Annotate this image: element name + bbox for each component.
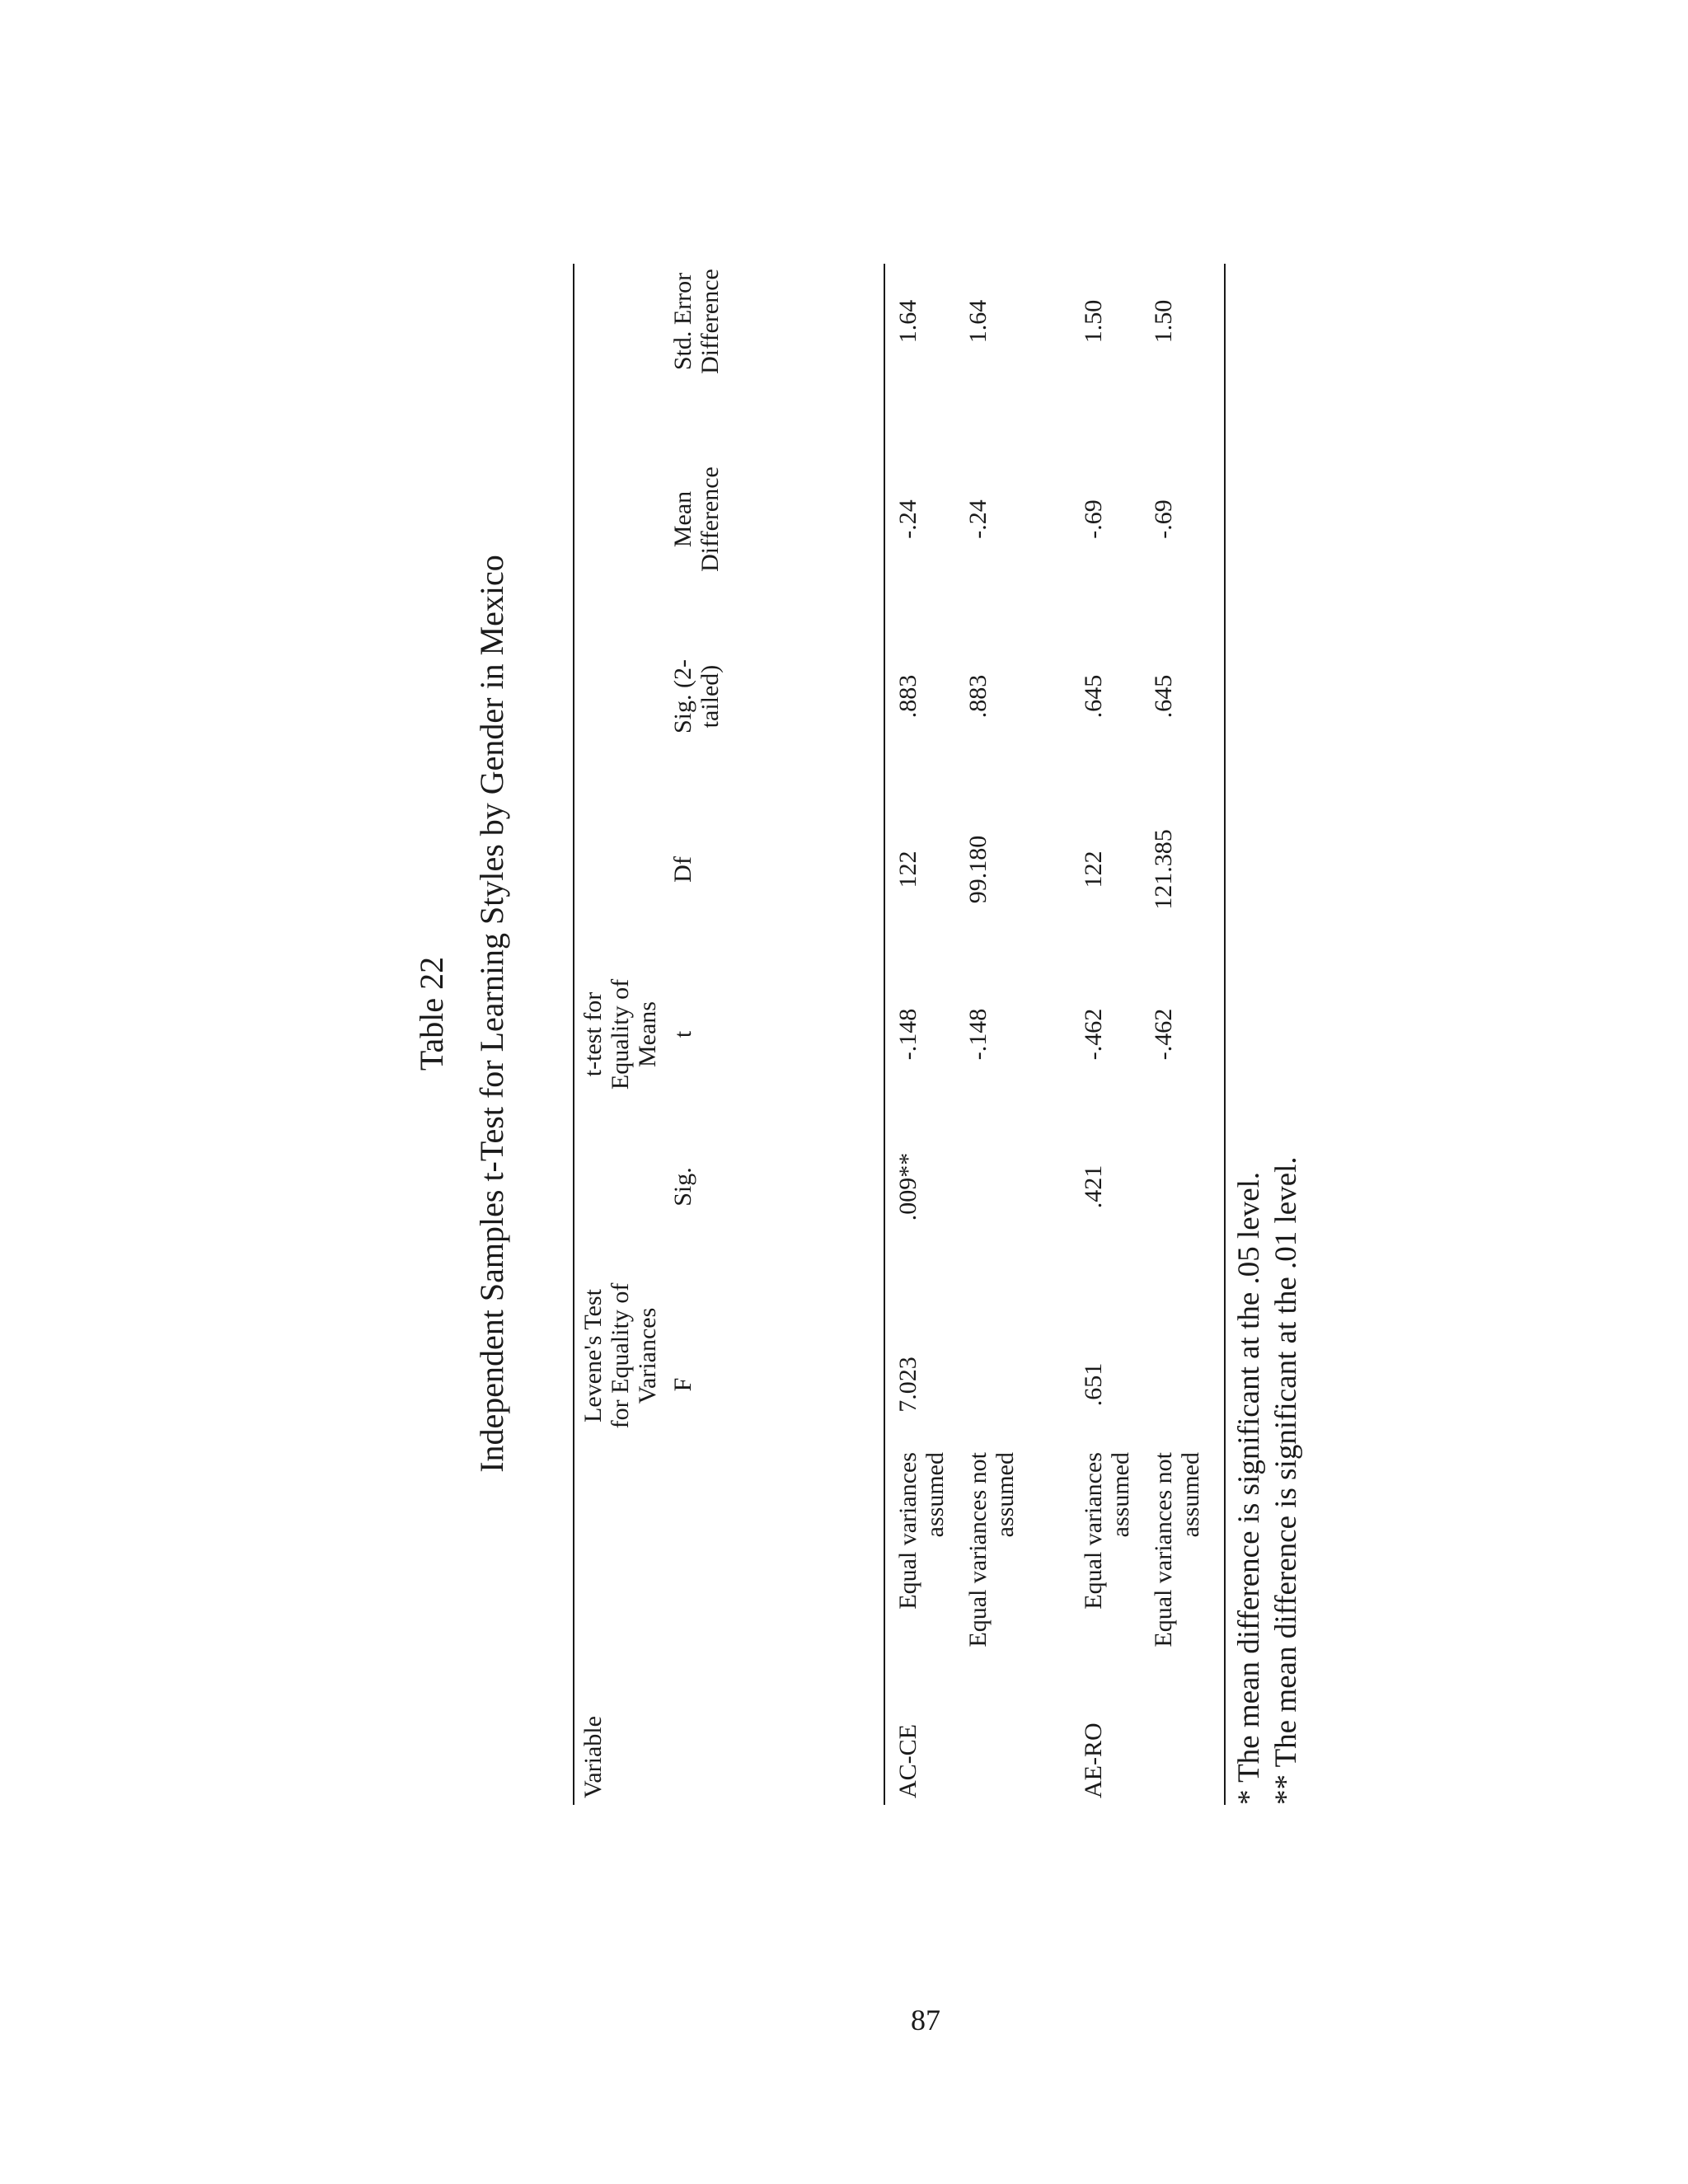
page-number: 87 (911, 2004, 940, 2036)
header-sig2: Sig. (2-tailed) (669, 659, 724, 733)
row-3-df: 122 (1080, 851, 1107, 888)
row-1-se-diff: 1.64 (894, 299, 921, 344)
row-3-f: .651 (1080, 1362, 1107, 1407)
header-f: F (669, 1377, 696, 1392)
row-4-df: 121.385 (1150, 829, 1177, 910)
row-3-mean-diff: -.69 (1080, 499, 1107, 539)
table-label: Table 22 (413, 956, 450, 1071)
row-1-variable: AC-CE (894, 1724, 921, 1798)
header-sig: Sig. (669, 1167, 696, 1207)
header-levene-group: Levene's Test for Equality of Variances (579, 1282, 661, 1429)
row-3-variable: AE-RO (1080, 1722, 1107, 1798)
row-2-df: 99.180 (964, 835, 992, 904)
rotated-ci-columns (981, 231, 1475, 1838)
table-title: Independent Samples t-Test for Learning Styles by Gender in Mexico (473, 555, 510, 1473)
header-ttest-group: t-test for Equality of Means (579, 978, 661, 1090)
header-se-diff: Std. Error Difference (669, 269, 724, 374)
row-3-condition: Equal variances assumed (1080, 1452, 1134, 1610)
row-4-se-diff: 1.50 (1150, 299, 1177, 344)
table-top-rule (573, 264, 574, 1805)
header-df: Df (669, 856, 696, 883)
row-1-mean-diff: -.24 (894, 499, 921, 539)
row-1-condition: Equal variances assumed (894, 1452, 949, 1610)
row-1-sig2: .883 (894, 674, 921, 719)
header-bottom-rule (884, 264, 885, 1805)
row-2-condition: Equal variances not assumed (964, 1452, 1019, 1647)
row-2-sig2: .883 (964, 674, 992, 719)
row-3-t: -.462 (1080, 1008, 1107, 1061)
row-2-mean-diff: -.24 (964, 499, 992, 539)
row-4-t: -.462 (1150, 1008, 1177, 1061)
row-1-df: 122 (894, 851, 921, 888)
row-1-t: -.148 (894, 1008, 921, 1061)
header-mean-diff: Mean Difference (669, 466, 724, 572)
row-1-sig: .009** (894, 1152, 921, 1221)
row-3-sig2: .645 (1080, 674, 1107, 719)
row-1-f: 7.023 (894, 1357, 921, 1413)
row-2-t: -.148 (964, 1008, 992, 1061)
row-3-se-diff: 1.50 (1080, 299, 1107, 344)
header-t: t (669, 1030, 696, 1038)
row-2-se-diff: 1.64 (964, 299, 992, 344)
note-05: * The mean difference is significant at the .05 level. (1232, 1171, 1266, 1805)
row-3-sig: .421 (1080, 1165, 1107, 1209)
row-4-sig2: .645 (1150, 674, 1177, 719)
header-variable: Variable (579, 1716, 607, 1798)
row-4-mean-diff: -.69 (1150, 499, 1177, 539)
row-1-label (894, 1452, 952, 1798)
row-4-condition: Equal variances not assumed (1150, 1452, 1204, 1647)
note-01: ** The mean difference is significant at the .01 level. (1269, 1156, 1303, 1805)
